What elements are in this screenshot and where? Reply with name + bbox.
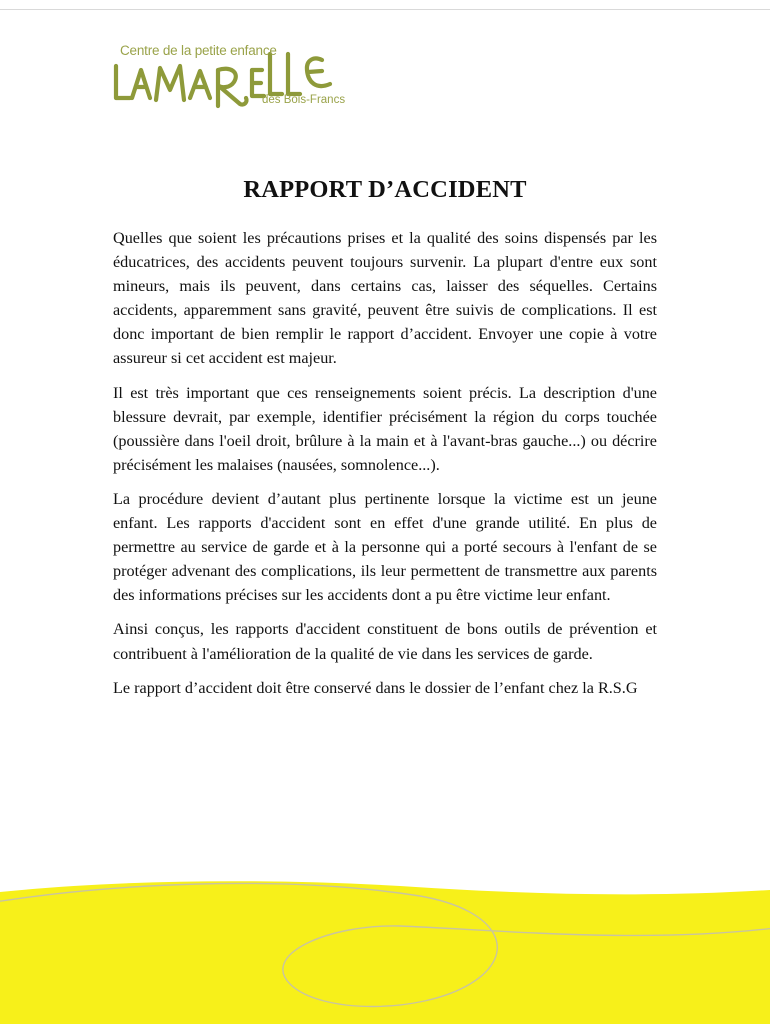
paragraph-conservation: Le rapport d’accident doit être conservé dans le dossier de l’enfant chez la R.S.G bbox=[113, 678, 638, 697]
paragraph-intro: Quelles que soient les précautions prises et la qualité des soins dispensés par les éducatrices, des accidents peuvent toujours survenir. La plupart d'entre eux sont mineurs, mais ils peuvent, dans certains cas, laisser des séquelles. Certains accidents, apparemment sans gravité, peuvent être suivis de complications. Il est donc important de bien remplir le rapport d’accident. Envoyer une copie à votre assureur si cet accident est majeur. bbox=[113, 229, 657, 368]
cpe-la-marelle-logo bbox=[110, 40, 350, 115]
paragraph-precision: Il est très important que ces renseignements soient précis. La description d'une blessure devrait, par exemple, identifier précisément la région du corps touchée (poussière dans l'oeil droit, brûlure à la main et à l'avant-bras gauche...) ou décrire précisément les malaises (nausées, somnolence...). bbox=[113, 383, 657, 474]
logo-subtitle: des Bois-Francs bbox=[262, 94, 346, 106]
paragraph-prevention: Ainsi conçus, les rapports d'accident constituent de bons outils de prévention et contribuent à l'amélioration de la qualité de vie dans les services de garde. bbox=[113, 620, 657, 663]
document-body bbox=[113, 226, 657, 710]
document-title: RAPPORT D’ACCIDENT bbox=[243, 176, 527, 203]
logo-tagline: Centre de la petite enfance bbox=[120, 43, 277, 58]
paragraph-young-child: La procédure devient d’autant plus pertinente lorsque la victime est un jeune enfant. Les rapports d'accident sont en effet d'une grande utilité. En plus de permettre au service de garde et à la personne qui a porté secours à l'enfant de se protéger advenant des complications, ils leur permettent de transmettre aux parents des informations précises sur les accidents dont a pu être victime leur enfant. bbox=[113, 489, 657, 605]
footer-yellow-wave-decoration bbox=[0, 864, 770, 1024]
page-top-border bbox=[0, 9, 770, 10]
